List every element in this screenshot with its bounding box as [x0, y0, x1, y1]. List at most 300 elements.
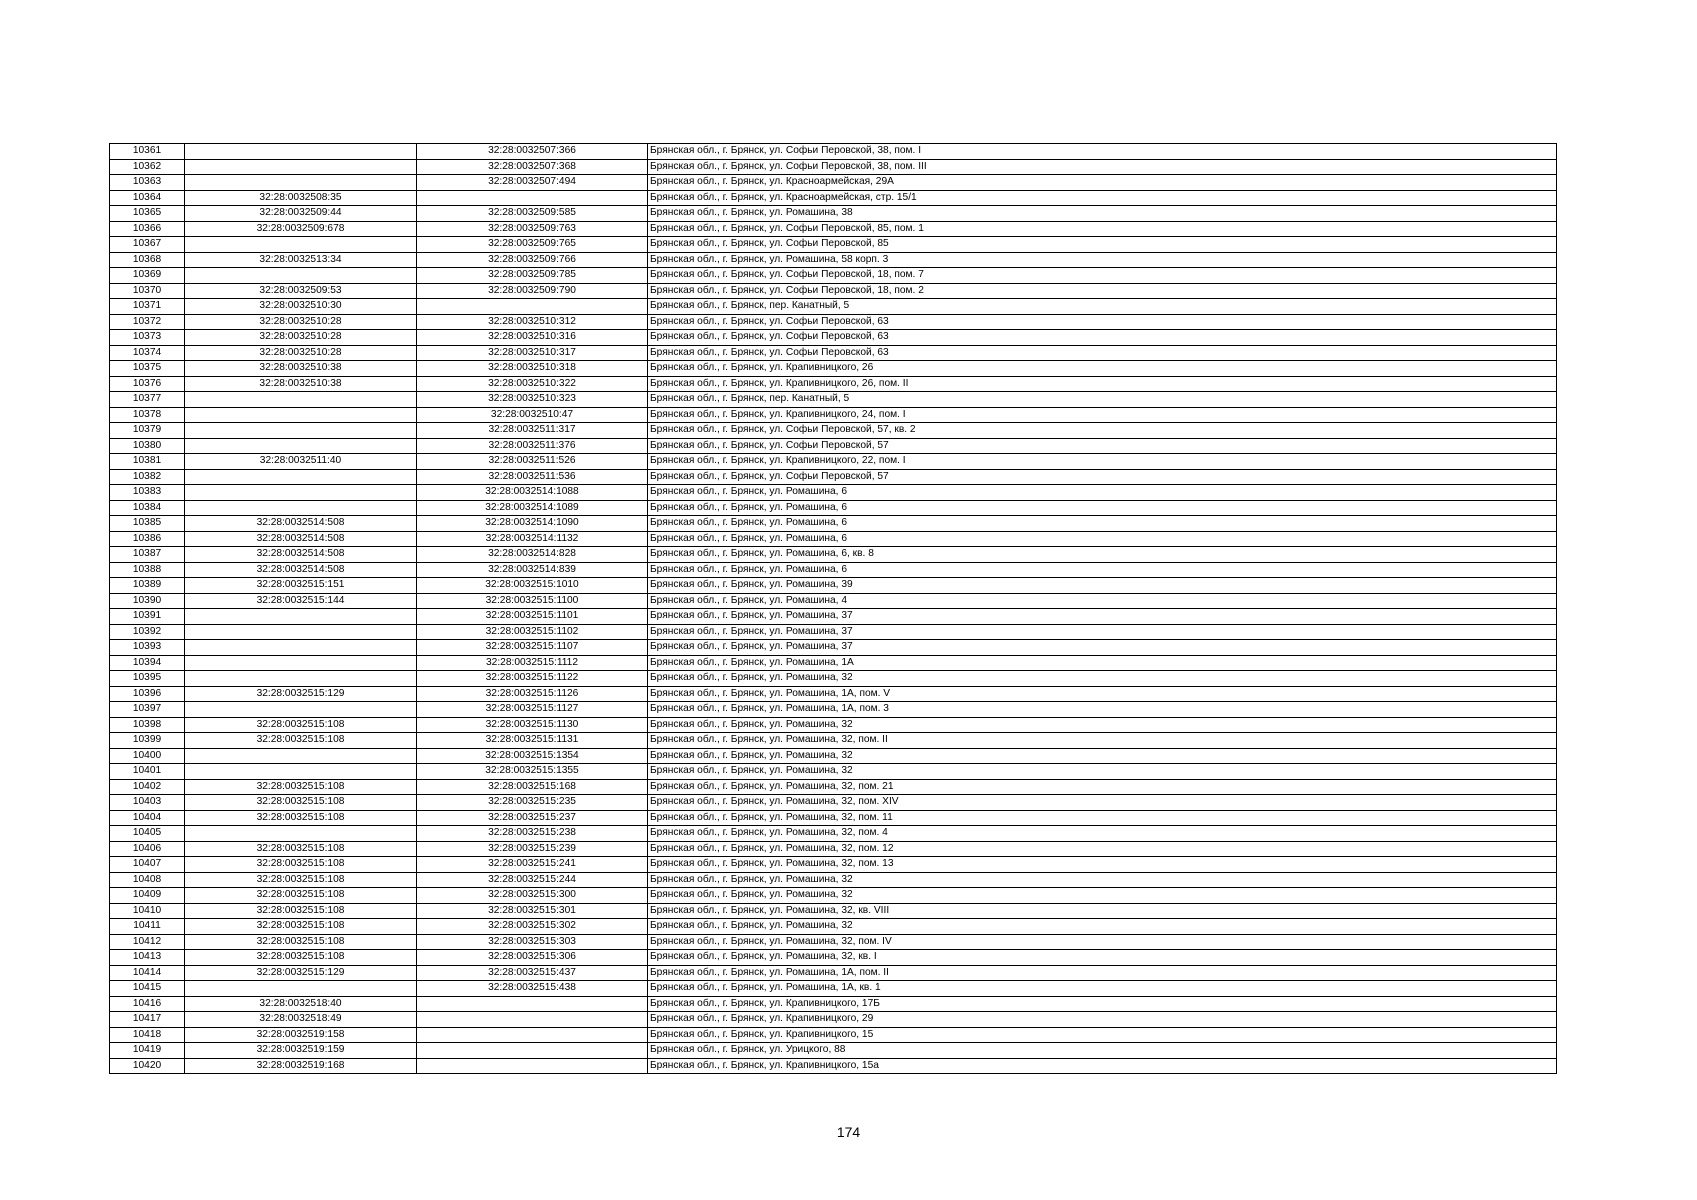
object-cadastral-number-cell: 32:28:0032515:1127 — [417, 702, 648, 718]
table-row — [110, 392, 1557, 408]
row-number-cell: 10373 — [110, 330, 185, 346]
table-row — [110, 903, 1557, 919]
table-row — [110, 314, 1557, 330]
row-number-cell: 10411 — [110, 919, 185, 935]
row-number-cell: 10391 — [110, 609, 185, 625]
table-row — [110, 159, 1557, 175]
address-cell: Брянская обл., г. Брянск, ул. Софьи Перовской, 63 — [648, 345, 1557, 361]
address-cell: Брянская обл., г. Брянск, ул. Ромашина, 32 — [648, 717, 1557, 733]
object-cadastral-number-cell: 32:28:0032510:312 — [417, 314, 648, 330]
address-cell: Брянская обл., г. Брянск, ул. Ромашина, 4 — [648, 593, 1557, 609]
address-cell: Брянская обл., г. Брянск, ул. Ромашина, 1А, кв. 1 — [648, 981, 1557, 997]
object-cadastral-number-cell: 32:28:0032514:839 — [417, 562, 648, 578]
table-row — [110, 438, 1557, 454]
address-cell: Брянская обл., г. Брянск, ул. Ромашина, 32 — [648, 919, 1557, 935]
object-cadastral-number-cell — [417, 190, 648, 206]
table-row — [110, 717, 1557, 733]
table-row — [110, 996, 1557, 1012]
row-number-cell: 10371 — [110, 299, 185, 315]
table-row — [110, 562, 1557, 578]
land-parcel-number-cell: 32:28:0032510:30 — [185, 299, 417, 315]
address-cell: Брянская обл., г. Брянск, ул. Крапивницкого, 22, пом. I — [648, 454, 1557, 470]
object-cadastral-number-cell: 32:28:0032511:536 — [417, 469, 648, 485]
row-number-cell: 10383 — [110, 485, 185, 501]
object-cadastral-number-cell: 32:28:0032510:318 — [417, 361, 648, 377]
land-parcel-number-cell: 32:28:0032515:108 — [185, 919, 417, 935]
object-cadastral-number-cell — [417, 1058, 648, 1074]
table-row — [110, 919, 1557, 935]
table-row — [110, 578, 1557, 594]
object-cadastral-number-cell: 32:28:0032510:317 — [417, 345, 648, 361]
address-cell: Брянская обл., г. Брянск, ул. Крапивницкого, 26 — [648, 361, 1557, 377]
table-row — [110, 516, 1557, 532]
row-number-cell: 10399 — [110, 733, 185, 749]
row-number-cell: 10366 — [110, 221, 185, 237]
address-cell: Брянская обл., г. Брянск, ул. Ромашина, 32, пом. 11 — [648, 810, 1557, 826]
row-number-cell: 10375 — [110, 361, 185, 377]
land-parcel-number-cell — [185, 640, 417, 656]
land-parcel-number-cell: 32:28:0032509:678 — [185, 221, 417, 237]
object-cadastral-number-cell: 32:28:0032511:317 — [417, 423, 648, 439]
land-parcel-number-cell — [185, 702, 417, 718]
land-parcel-number-cell: 32:28:0032510:38 — [185, 361, 417, 377]
row-number-cell: 10369 — [110, 268, 185, 284]
land-parcel-number-cell: 32:28:0032515:108 — [185, 888, 417, 904]
land-parcel-number-cell: 32:28:0032519:168 — [185, 1058, 417, 1074]
row-number-cell: 10386 — [110, 531, 185, 547]
table-row — [110, 779, 1557, 795]
land-parcel-number-cell: 32:28:0032515:108 — [185, 857, 417, 873]
land-parcel-number-cell — [185, 392, 417, 408]
table-row — [110, 454, 1557, 470]
row-number-cell: 10361 — [110, 144, 185, 160]
address-cell: Брянская обл., г. Брянск, ул. Крапивницкого, 15а — [648, 1058, 1557, 1074]
address-cell: Брянская обл., г. Брянск, ул. Красноармейская, стр. 15/1 — [648, 190, 1557, 206]
address-cell: Брянская обл., г. Брянск, ул. Ромашина, 1А, пом. II — [648, 965, 1557, 981]
table-row — [110, 407, 1557, 423]
table-row — [110, 330, 1557, 346]
row-number-cell: 10412 — [110, 934, 185, 950]
address-cell: Брянская обл., г. Брянск, ул. Софьи Перовской, 57, кв. 2 — [648, 423, 1557, 439]
object-cadastral-number-cell: 32:28:0032515:1122 — [417, 671, 648, 687]
land-parcel-number-cell: 32:28:0032515:129 — [185, 965, 417, 981]
row-number-cell: 10385 — [110, 516, 185, 532]
address-cell: Брянская обл., г. Брянск, ул. Красноармейская, 29А — [648, 175, 1557, 191]
land-parcel-number-cell — [185, 826, 417, 842]
land-parcel-number-cell — [185, 624, 417, 640]
object-cadastral-number-cell: 32:28:0032515:1355 — [417, 764, 648, 780]
table-row — [110, 872, 1557, 888]
land-parcel-number-cell — [185, 438, 417, 454]
row-number-cell: 10416 — [110, 996, 185, 1012]
land-parcel-number-cell — [185, 423, 417, 439]
row-number-cell: 10381 — [110, 454, 185, 470]
object-cadastral-number-cell: 32:28:0032509:763 — [417, 221, 648, 237]
object-cadastral-number-cell: 32:28:0032515:244 — [417, 872, 648, 888]
row-number-cell: 10378 — [110, 407, 185, 423]
table-row — [110, 190, 1557, 206]
land-parcel-number-cell: 32:28:0032515:108 — [185, 903, 417, 919]
address-cell: Брянская обл., г. Брянск, ул. Ромашина, 37 — [648, 624, 1557, 640]
row-number-cell: 10410 — [110, 903, 185, 919]
land-parcel-number-cell: 32:28:0032515:108 — [185, 733, 417, 749]
table-row — [110, 299, 1557, 315]
object-cadastral-number-cell: 32:28:0032510:316 — [417, 330, 648, 346]
address-cell: Брянская обл., г. Брянск, ул. Софьи Перовской, 57 — [648, 438, 1557, 454]
table-row — [110, 1012, 1557, 1028]
row-number-cell: 10406 — [110, 841, 185, 857]
address-cell: Брянская обл., г. Брянск, ул. Крапивницкого, 24, пом. I — [648, 407, 1557, 423]
object-cadastral-number-cell: 32:28:0032515:300 — [417, 888, 648, 904]
object-cadastral-number-cell: 32:28:0032515:238 — [417, 826, 648, 842]
table-row — [110, 469, 1557, 485]
row-number-cell: 10403 — [110, 795, 185, 811]
table-row — [110, 702, 1557, 718]
address-cell: Брянская обл., г. Брянск, пер. Канатный, 5 — [648, 392, 1557, 408]
address-cell: Брянская обл., г. Брянск, ул. Ромашина, 32 — [648, 888, 1557, 904]
address-cell: Брянская обл., г. Брянск, ул. Софьи Перовской, 85, пом. 1 — [648, 221, 1557, 237]
row-number-cell: 10418 — [110, 1027, 185, 1043]
table-row — [110, 686, 1557, 702]
object-cadastral-number-cell: 32:28:0032515:235 — [417, 795, 648, 811]
object-cadastral-number-cell: 32:28:0032514:1132 — [417, 531, 648, 547]
table-row — [110, 283, 1557, 299]
land-parcel-number-cell — [185, 609, 417, 625]
table-row — [110, 144, 1557, 160]
land-parcel-number-cell: 32:28:0032519:158 — [185, 1027, 417, 1043]
object-cadastral-number-cell: 32:28:0032514:1088 — [417, 485, 648, 501]
registry-table — [109, 143, 1557, 1074]
table-row — [110, 1027, 1557, 1043]
table-row — [110, 485, 1557, 501]
object-cadastral-number-cell: 32:28:0032515:239 — [417, 841, 648, 857]
address-cell: Брянская обл., г. Брянск, ул. Крапивницкого, 15 — [648, 1027, 1557, 1043]
address-cell: Брянская обл., г. Брянск, ул. Софьи Перовской, 57 — [648, 469, 1557, 485]
row-number-cell: 10400 — [110, 748, 185, 764]
row-number-cell: 10405 — [110, 826, 185, 842]
row-number-cell: 10407 — [110, 857, 185, 873]
table-row — [110, 748, 1557, 764]
table-row — [110, 206, 1557, 222]
object-cadastral-number-cell — [417, 1012, 648, 1028]
land-parcel-number-cell: 32:28:0032518:40 — [185, 996, 417, 1012]
table-row — [110, 237, 1557, 253]
address-cell: Брянская обл., г. Брянск, ул. Ромашина, 32 — [648, 748, 1557, 764]
table-row — [110, 252, 1557, 268]
address-cell: Брянская обл., г. Брянск, ул. Софьи Перовской, 18, пом. 2 — [648, 283, 1557, 299]
table-row — [110, 624, 1557, 640]
address-cell: Брянская обл., г. Брянск, ул. Ромашина, 58 корп. 3 — [648, 252, 1557, 268]
address-cell: Брянская обл., г. Брянск, ул. Ромашина, 6 — [648, 562, 1557, 578]
land-parcel-number-cell: 32:28:0032511:40 — [185, 454, 417, 470]
object-cadastral-number-cell — [417, 1027, 648, 1043]
object-cadastral-number-cell: 32:28:0032509:785 — [417, 268, 648, 284]
address-cell: Брянская обл., г. Брянск, ул. Ромашина, 37 — [648, 640, 1557, 656]
object-cadastral-number-cell: 32:28:0032510:47 — [417, 407, 648, 423]
table-row — [110, 841, 1557, 857]
table-row — [110, 1043, 1557, 1059]
table-row — [110, 531, 1557, 547]
land-parcel-number-cell: 32:28:0032515:108 — [185, 810, 417, 826]
row-number-cell: 10413 — [110, 950, 185, 966]
object-cadastral-number-cell: 32:28:0032515:1101 — [417, 609, 648, 625]
table-row — [110, 934, 1557, 950]
row-number-cell: 10419 — [110, 1043, 185, 1059]
land-parcel-number-cell — [185, 159, 417, 175]
row-number-cell: 10377 — [110, 392, 185, 408]
table-row — [110, 795, 1557, 811]
land-parcel-number-cell: 32:28:0032510:38 — [185, 376, 417, 392]
object-cadastral-number-cell: 32:28:0032515:302 — [417, 919, 648, 935]
land-parcel-number-cell — [185, 469, 417, 485]
row-number-cell: 10368 — [110, 252, 185, 268]
table-row — [110, 733, 1557, 749]
table-row — [110, 423, 1557, 439]
object-cadastral-number-cell: 32:28:0032515:1010 — [417, 578, 648, 594]
land-parcel-number-cell: 32:28:0032515:144 — [185, 593, 417, 609]
object-cadastral-number-cell: 32:28:0032507:366 — [417, 144, 648, 160]
row-number-cell: 10396 — [110, 686, 185, 702]
row-number-cell: 10384 — [110, 500, 185, 516]
land-parcel-number-cell — [185, 981, 417, 997]
land-parcel-number-cell: 32:28:0032509:44 — [185, 206, 417, 222]
row-number-cell: 10374 — [110, 345, 185, 361]
land-parcel-number-cell — [185, 237, 417, 253]
table-row — [110, 950, 1557, 966]
object-cadastral-number-cell — [417, 299, 648, 315]
row-number-cell: 10404 — [110, 810, 185, 826]
row-number-cell: 10397 — [110, 702, 185, 718]
address-cell: Брянская обл., г. Брянск, ул. Крапивницкого, 29 — [648, 1012, 1557, 1028]
land-parcel-number-cell: 32:28:0032509:53 — [185, 283, 417, 299]
row-number-cell: 10415 — [110, 981, 185, 997]
address-cell: Брянская обл., г. Брянск, ул. Софьи Перовской, 18, пом. 7 — [648, 268, 1557, 284]
land-parcel-number-cell: 32:28:0032510:28 — [185, 330, 417, 346]
table-row — [110, 221, 1557, 237]
address-cell: Брянская обл., г. Брянск, ул. Софьи Перовской, 63 — [648, 330, 1557, 346]
row-number-cell: 10408 — [110, 872, 185, 888]
row-number-cell: 10382 — [110, 469, 185, 485]
land-parcel-number-cell: 32:28:0032514:508 — [185, 562, 417, 578]
row-number-cell: 10363 — [110, 175, 185, 191]
object-cadastral-number-cell: 32:28:0032515:1102 — [417, 624, 648, 640]
land-parcel-number-cell: 32:28:0032514:508 — [185, 547, 417, 563]
address-cell: Брянская обл., г. Брянск, ул. Ромашина, 32, пом. 21 — [648, 779, 1557, 795]
land-parcel-number-cell — [185, 671, 417, 687]
object-cadastral-number-cell — [417, 1043, 648, 1059]
address-cell: Брянская обл., г. Брянск, ул. Софьи Перовской, 85 — [648, 237, 1557, 253]
address-cell: Брянская обл., г. Брянск, ул. Крапивницкого, 17Б — [648, 996, 1557, 1012]
object-cadastral-number-cell: 32:28:0032515:1126 — [417, 686, 648, 702]
land-parcel-number-cell — [185, 485, 417, 501]
row-number-cell: 10414 — [110, 965, 185, 981]
object-cadastral-number-cell: 32:28:0032515:168 — [417, 779, 648, 795]
table-row — [110, 857, 1557, 873]
object-cadastral-number-cell: 32:28:0032515:1107 — [417, 640, 648, 656]
row-number-cell: 10395 — [110, 671, 185, 687]
address-cell: Брянская обл., г. Брянск, ул. Ромашина, 32 — [648, 872, 1557, 888]
object-cadastral-number-cell: 32:28:0032515:437 — [417, 965, 648, 981]
address-cell: Брянская обл., г. Брянск, ул. Софьи Перовской, 38, пом. I — [648, 144, 1557, 160]
row-number-cell: 10420 — [110, 1058, 185, 1074]
row-number-cell: 10398 — [110, 717, 185, 733]
table-row — [110, 826, 1557, 842]
row-number-cell: 10380 — [110, 438, 185, 454]
table-row — [110, 671, 1557, 687]
object-cadastral-number-cell — [417, 996, 648, 1012]
table-row — [110, 175, 1557, 191]
land-parcel-number-cell — [185, 175, 417, 191]
land-parcel-number-cell — [185, 500, 417, 516]
table-row — [110, 500, 1557, 516]
address-cell: Брянская обл., г. Брянск, ул. Ромашина, 32 — [648, 764, 1557, 780]
address-cell: Брянская обл., г. Брянск, ул. Ромашина, 39 — [648, 578, 1557, 594]
land-parcel-number-cell: 32:28:0032515:108 — [185, 779, 417, 795]
object-cadastral-number-cell: 32:28:0032514:1089 — [417, 500, 648, 516]
address-cell: Брянская обл., г. Брянск, ул. Ромашина, 32, пом. 12 — [648, 841, 1557, 857]
address-cell: Брянская обл., г. Брянск, ул. Ромашина, 32, пом. IV — [648, 934, 1557, 950]
address-cell: Брянская обл., г. Брянск, ул. Ромашина, 6 — [648, 516, 1557, 532]
object-cadastral-number-cell: 32:28:0032511:526 — [417, 454, 648, 470]
address-cell: Брянская обл., г. Брянск, ул. Ромашина, 6 — [648, 500, 1557, 516]
address-cell: Брянская обл., г. Брянск, ул. Ромашина, 6, кв. 8 — [648, 547, 1557, 563]
table-row — [110, 640, 1557, 656]
object-cadastral-number-cell: 32:28:0032515:301 — [417, 903, 648, 919]
land-parcel-number-cell — [185, 764, 417, 780]
land-parcel-number-cell: 32:28:0032519:159 — [185, 1043, 417, 1059]
object-cadastral-number-cell: 32:28:0032514:1090 — [417, 516, 648, 532]
table-row — [110, 547, 1557, 563]
row-number-cell: 10390 — [110, 593, 185, 609]
address-cell: Брянская обл., г. Брянск, ул. Ромашина, 1А, пом. V — [648, 686, 1557, 702]
address-cell: Брянская обл., г. Брянск, ул. Ромашина, 32, пом. 4 — [648, 826, 1557, 842]
row-number-cell: 10367 — [110, 237, 185, 253]
object-cadastral-number-cell: 32:28:0032515:306 — [417, 950, 648, 966]
object-cadastral-number-cell: 32:28:0032511:376 — [417, 438, 648, 454]
object-cadastral-number-cell: 32:28:0032515:241 — [417, 857, 648, 873]
address-cell: Брянская обл., г. Брянск, ул. Ромашина, 32, кв. VIII — [648, 903, 1557, 919]
row-number-cell: 10387 — [110, 547, 185, 563]
object-cadastral-number-cell: 32:28:0032509:790 — [417, 283, 648, 299]
row-number-cell: 10409 — [110, 888, 185, 904]
row-number-cell: 10365 — [110, 206, 185, 222]
object-cadastral-number-cell: 32:28:0032515:1354 — [417, 748, 648, 764]
row-number-cell: 10392 — [110, 624, 185, 640]
address-cell: Брянская обл., г. Брянск, ул. Ромашина, 6 — [648, 531, 1557, 547]
address-cell: Брянская обл., г. Брянск, ул. Софьи Перовской, 63 — [648, 314, 1557, 330]
land-parcel-number-cell: 32:28:0032510:28 — [185, 345, 417, 361]
page-number: 174 — [836, 1124, 861, 1140]
land-parcel-number-cell — [185, 655, 417, 671]
table-row — [110, 593, 1557, 609]
land-parcel-number-cell: 32:28:0032515:108 — [185, 872, 417, 888]
object-cadastral-number-cell: 32:28:0032514:828 — [417, 547, 648, 563]
land-parcel-number-cell: 32:28:0032514:508 — [185, 516, 417, 532]
land-parcel-number-cell — [185, 407, 417, 423]
row-number-cell: 10370 — [110, 283, 185, 299]
row-number-cell: 10388 — [110, 562, 185, 578]
land-parcel-number-cell — [185, 748, 417, 764]
land-parcel-number-cell: 32:28:0032515:108 — [185, 795, 417, 811]
address-cell: Брянская обл., г. Брянск, ул. Ромашина, 32, кв. I — [648, 950, 1557, 966]
row-number-cell: 10417 — [110, 1012, 185, 1028]
table-row — [110, 268, 1557, 284]
row-number-cell: 10376 — [110, 376, 185, 392]
address-cell: Брянская обл., г. Брянск, ул. Ромашина, 37 — [648, 609, 1557, 625]
land-parcel-number-cell: 32:28:0032515:108 — [185, 950, 417, 966]
object-cadastral-number-cell: 32:28:0032507:368 — [417, 159, 648, 175]
row-number-cell: 10372 — [110, 314, 185, 330]
object-cadastral-number-cell: 32:28:0032509:765 — [417, 237, 648, 253]
object-cadastral-number-cell: 32:28:0032510:322 — [417, 376, 648, 392]
table-row — [110, 1058, 1557, 1074]
land-parcel-number-cell: 32:28:0032508:35 — [185, 190, 417, 206]
table-row — [110, 810, 1557, 826]
row-number-cell: 10401 — [110, 764, 185, 780]
land-parcel-number-cell: 32:28:0032515:108 — [185, 841, 417, 857]
object-cadastral-number-cell: 32:28:0032515:1100 — [417, 593, 648, 609]
address-cell: Брянская обл., г. Брянск, ул. Ромашина, 1А — [648, 655, 1557, 671]
table-row — [110, 376, 1557, 392]
address-cell: Брянская обл., г. Брянск, ул. Крапивницкого, 26, пом. II — [648, 376, 1557, 392]
land-parcel-number-cell: 32:28:0032518:49 — [185, 1012, 417, 1028]
row-number-cell: 10362 — [110, 159, 185, 175]
address-cell: Брянская обл., г. Брянск, ул. Урицкого, 88 — [648, 1043, 1557, 1059]
address-cell: Брянская обл., г. Брянск, ул. Ромашина, 6 — [648, 485, 1557, 501]
registry-table-body — [110, 144, 1557, 1074]
address-cell: Брянская обл., г. Брянск, ул. Ромашина, 1А, пом. 3 — [648, 702, 1557, 718]
row-number-cell: 10393 — [110, 640, 185, 656]
address-cell: Брянская обл., г. Брянск, ул. Ромашина, 32, пом. II — [648, 733, 1557, 749]
row-number-cell: 10389 — [110, 578, 185, 594]
land-parcel-number-cell — [185, 268, 417, 284]
address-cell: Брянская обл., г. Брянск, пер. Канатный, 5 — [648, 299, 1557, 315]
table-row — [110, 345, 1557, 361]
object-cadastral-number-cell: 32:28:0032509:585 — [417, 206, 648, 222]
land-parcel-number-cell — [185, 144, 417, 160]
object-cadastral-number-cell: 32:28:0032515:303 — [417, 934, 648, 950]
address-cell: Брянская обл., г. Брянск, ул. Ромашина, 32, пом. XIV — [648, 795, 1557, 811]
table-row — [110, 361, 1557, 377]
land-parcel-number-cell: 32:28:0032515:108 — [185, 934, 417, 950]
row-number-cell: 10402 — [110, 779, 185, 795]
table-row — [110, 981, 1557, 997]
table-row — [110, 888, 1557, 904]
object-cadastral-number-cell: 32:28:0032515:1112 — [417, 655, 648, 671]
address-cell: Брянская обл., г. Брянск, ул. Ромашина, 32 — [648, 671, 1557, 687]
land-parcel-number-cell: 32:28:0032513:34 — [185, 252, 417, 268]
object-cadastral-number-cell: 32:28:0032515:438 — [417, 981, 648, 997]
land-parcel-number-cell: 32:28:0032514:508 — [185, 531, 417, 547]
table-row — [110, 965, 1557, 981]
object-cadastral-number-cell: 32:28:0032507:494 — [417, 175, 648, 191]
table-row — [110, 609, 1557, 625]
object-cadastral-number-cell: 32:28:0032515:1130 — [417, 717, 648, 733]
land-parcel-number-cell: 32:28:0032515:129 — [185, 686, 417, 702]
object-cadastral-number-cell: 32:28:0032510:323 — [417, 392, 648, 408]
land-parcel-number-cell: 32:28:0032515:151 — [185, 578, 417, 594]
object-cadastral-number-cell: 32:28:0032515:237 — [417, 810, 648, 826]
table-row — [110, 764, 1557, 780]
row-number-cell: 10379 — [110, 423, 185, 439]
object-cadastral-number-cell: 32:28:0032515:1131 — [417, 733, 648, 749]
address-cell: Брянская обл., г. Брянск, ул. Софьи Перовской, 38, пом. III — [648, 159, 1557, 175]
object-cadastral-number-cell: 32:28:0032509:766 — [417, 252, 648, 268]
address-cell: Брянская обл., г. Брянск, ул. Ромашина, 38 — [648, 206, 1557, 222]
row-number-cell: 10364 — [110, 190, 185, 206]
land-parcel-number-cell: 32:28:0032510:28 — [185, 314, 417, 330]
address-cell: Брянская обл., г. Брянск, ул. Ромашина, 32, пом. 13 — [648, 857, 1557, 873]
